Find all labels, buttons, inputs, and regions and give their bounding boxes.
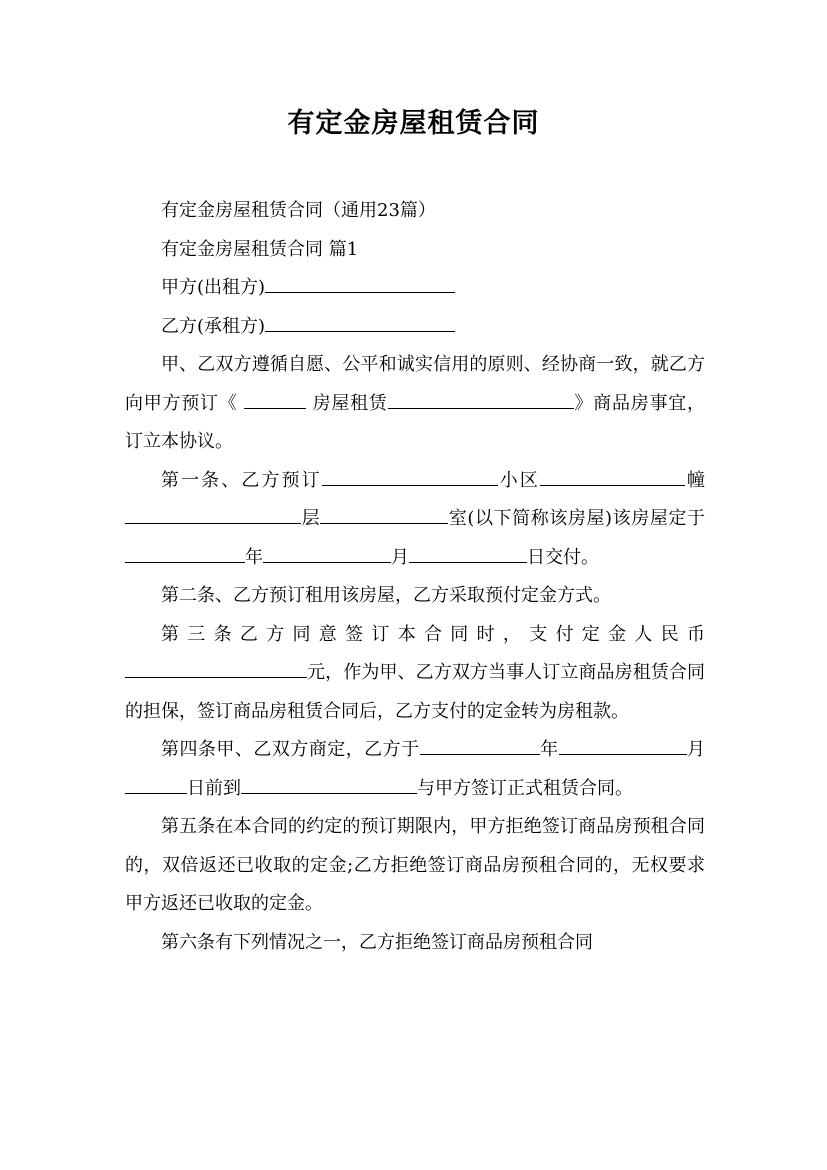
fill-blank <box>409 544 527 563</box>
fill-blank <box>241 775 417 794</box>
fill-blank <box>125 544 245 563</box>
paragraph-text: 室(以下简称该房屋)该房屋定于 <box>448 508 705 529</box>
document-body <box>125 192 705 962</box>
party-a-blank <box>265 274 455 293</box>
party-b-label: 乙方(承租方) <box>161 315 266 337</box>
paragraph-text: 层 <box>301 508 321 529</box>
fill-blank <box>388 390 574 409</box>
paragraph-text: 月 <box>686 739 706 760</box>
fill-blank <box>125 659 307 678</box>
paragraph-text: 幢 <box>684 469 706 491</box>
article-6: 第六条有下列情况之一，乙方拒绝签订商品房预租合同 <box>161 931 593 953</box>
intro-line: 有定金房屋租赁合同（通用23篇） <box>161 200 436 221</box>
document-title: 有定金房屋租赁合同 <box>287 108 540 139</box>
article-4 <box>125 731 705 808</box>
paragraph-text: 与甲方签订正式租赁合同。 <box>417 777 633 799</box>
fill-blank <box>540 467 685 486</box>
article-1 <box>125 462 705 578</box>
fill-blank <box>125 505 301 524</box>
paragraph-text: 年 <box>539 739 559 760</box>
paragraph-text: 年 <box>245 546 263 568</box>
paragraph-agreement <box>125 346 705 462</box>
party-b-line <box>125 308 705 347</box>
fill-blank <box>322 467 498 486</box>
paragraph-text: 第一条、乙方预订 <box>161 469 322 491</box>
party-a-line <box>125 269 705 308</box>
fill-blank <box>244 390 306 409</box>
paragraph-text: 第三条乙方同意签订本合同时，支付定金人民币 <box>161 623 705 645</box>
paragraph-text: 元，作为甲、乙方双方当事人订立商品房租赁合同的担保，签订商品房租赁合同后，乙方支付的定金转为房租款。 <box>125 662 705 722</box>
fill-blank <box>125 775 187 794</box>
paragraph-text: 甲、乙双方遵循自愿、公平和诚实信用的原则、经协商一致，就乙方向甲方预订《 <box>125 354 705 414</box>
party-a-label: 甲方(出租方) <box>161 277 266 298</box>
fill-blank <box>320 505 448 524</box>
paragraph-text: 日前到 <box>187 777 241 799</box>
fill-blank <box>420 736 540 755</box>
paragraph-text: 小区 <box>497 469 540 491</box>
fill-blank <box>263 544 391 563</box>
paragraph-text: 房屋租赁 <box>312 392 388 414</box>
party-b-blank <box>265 313 455 332</box>
article-3 <box>125 616 705 732</box>
paragraph-text: 日交付。 <box>527 546 599 568</box>
paragraph-text: 》商品房事宜，订立本协议。 <box>125 392 706 452</box>
article-5: 第五条在本合同的约定的预订期限内，甲方拒绝签订商品房预租合同的，双倍返还已收取的定金;乙方拒绝签订商品房预租合同的，无权要求甲方返还已收取的定金。 <box>125 816 705 914</box>
article-2: 第二条、乙方预订租用该房屋，乙方采取预付定金方式。 <box>161 585 611 606</box>
paragraph-text: 月 <box>391 546 409 568</box>
paragraph-text: 第四条甲、乙双方商定，乙方于 <box>161 739 420 760</box>
section-heading: 有定金房屋租赁合同 篇1 <box>161 238 359 260</box>
fill-blank <box>559 736 687 755</box>
